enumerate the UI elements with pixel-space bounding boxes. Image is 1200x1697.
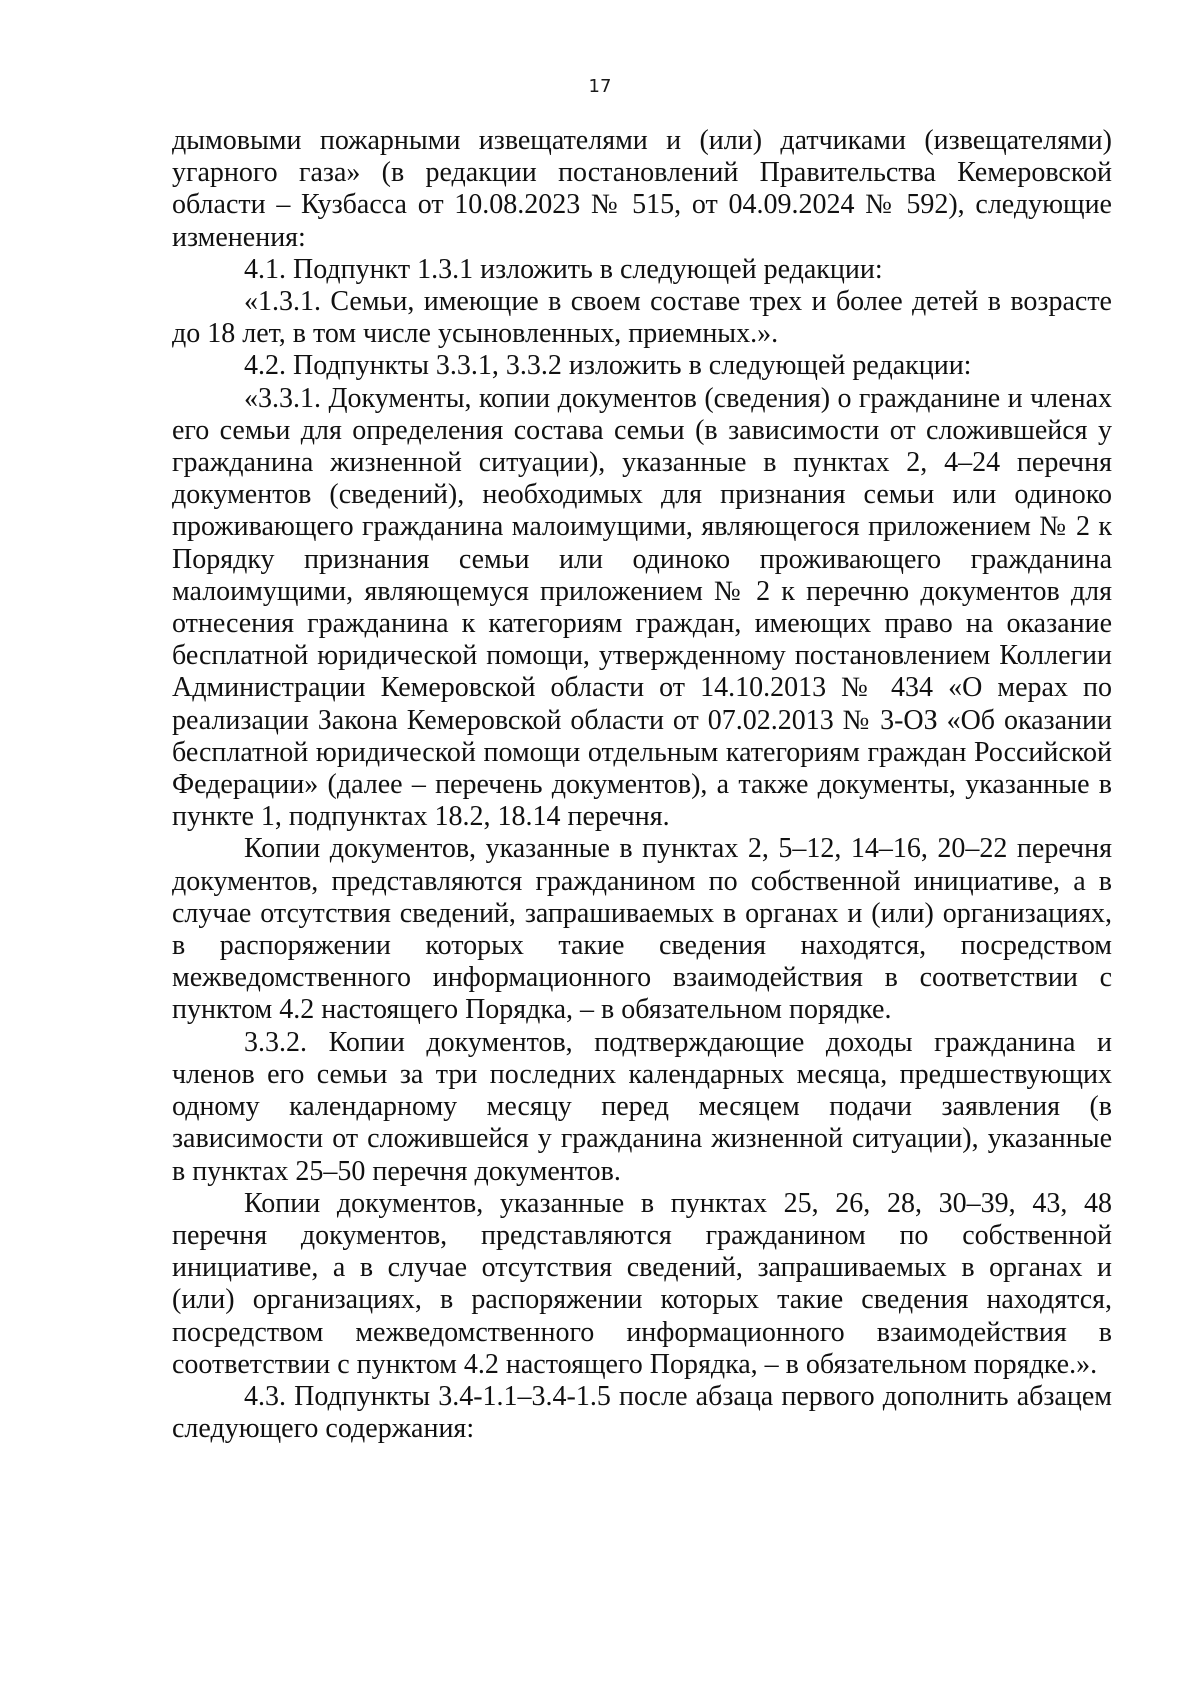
paragraph-1-3-1: «1.3.1. Семьи, имеющие в своем составе трех и более детей в возрасте до 18 лет, в том числе усыновленных, приемных.». bbox=[172, 286, 1112, 350]
document-body bbox=[172, 125, 1112, 1445]
page-number: 17 bbox=[588, 76, 612, 97]
paragraph-4-3: 4.3. Подпункты 3.4-1.1–3.4-1.5 после абзаца первого дополнить абзацем следующего содержания: bbox=[172, 1380, 1112, 1445]
paragraph-copies-1: Копии документов, указанные в пунктах 2, 5–12, 14–16, 20–22 перечня документов, представляются гражданином по собственной инициативе, а в случае отсутствия сведений, запрашиваемых в органах и (или) организациях, в распоряжении которых такие сведения находятся, посредством межведомственного информационного взаимодействия в соответствии с пунктом 4.2 настоящего Порядка, – в обязательном порядке. bbox=[172, 833, 1112, 1026]
paragraph-copies-2: Копии документов, указанные в пунктах 25, 26, 28, 30–39, 43, 48 перечня документов, представляются гражданином по собственной инициативе, а в случае отсутствия сведений, запрашиваемых в органах и (или) организациях, в распоряжении которых такие сведения находятся, посредством межведомственного информационного взаимодействия в соответствии с пунктом 4.2 настоящего Порядка, – в обязательном порядке.». bbox=[172, 1187, 1112, 1380]
paragraph-3-3-2: 3.3.2. Копии документов, подтверждающие доходы гражданина и членов его семьи за три последних календарных месяца, предшествующих одному календарному месяцу перед месяцем подачи заявления (в зависимости от сложившейся у гражданина жизненной ситуации), указанные в пунктах 25–50 перечня документов. bbox=[172, 1026, 1112, 1187]
paragraph-4-2: 4.2. Подпункты 3.3.1, 3.3.2 изложить в следующей редакции: bbox=[244, 350, 972, 382]
paragraph-4-1: 4.1. Подпункт 1.3.1 изложить в следующей редакции: bbox=[244, 253, 883, 285]
paragraph-3-3-1: «3.3.1. Документы, копии документов (сведения) о гражданине и членах его семьи для определения состава семьи (в зависимости от сложившейся у гражданина жизненной ситуации), указанные в пунктах 2, 4–24 перечня документов (сведений), необходимых для признания семьи или одиноко проживающего гражданина малоимущими, являющегося приложением № 2 к Порядку признания семьи или одиноко проживающего гражданина малоимущими, являющемуся приложением № 2 к перечню документов для отнесения гражданина к категориям граждан, имеющих право на оказание бесплатной юридической помощи, утвержденному постановлением Коллегии Администрации Кемеровской области от 14.10.2013 № 434 «О мерах по реализации Закона Кемеровской области от 07.02.2013 № 3-ОЗ «Об оказании бесплатной юридической помощи отдельным категориям граждан Российской Федерации» (далее – перечень документов), а также документы, указанные в пункте 1, подпунктах 18.2, 18.14 перечня. bbox=[172, 382, 1112, 833]
paragraph-intro: дымовыми пожарными извещателями и (или) датчиками (извещателями) угарного газа» (в редакции постановлений Правительства Кемеровской области – Кузбасса от 10.08.2023 № 515, от 04.09.2024 № 592), следующие изменения: bbox=[172, 125, 1112, 253]
